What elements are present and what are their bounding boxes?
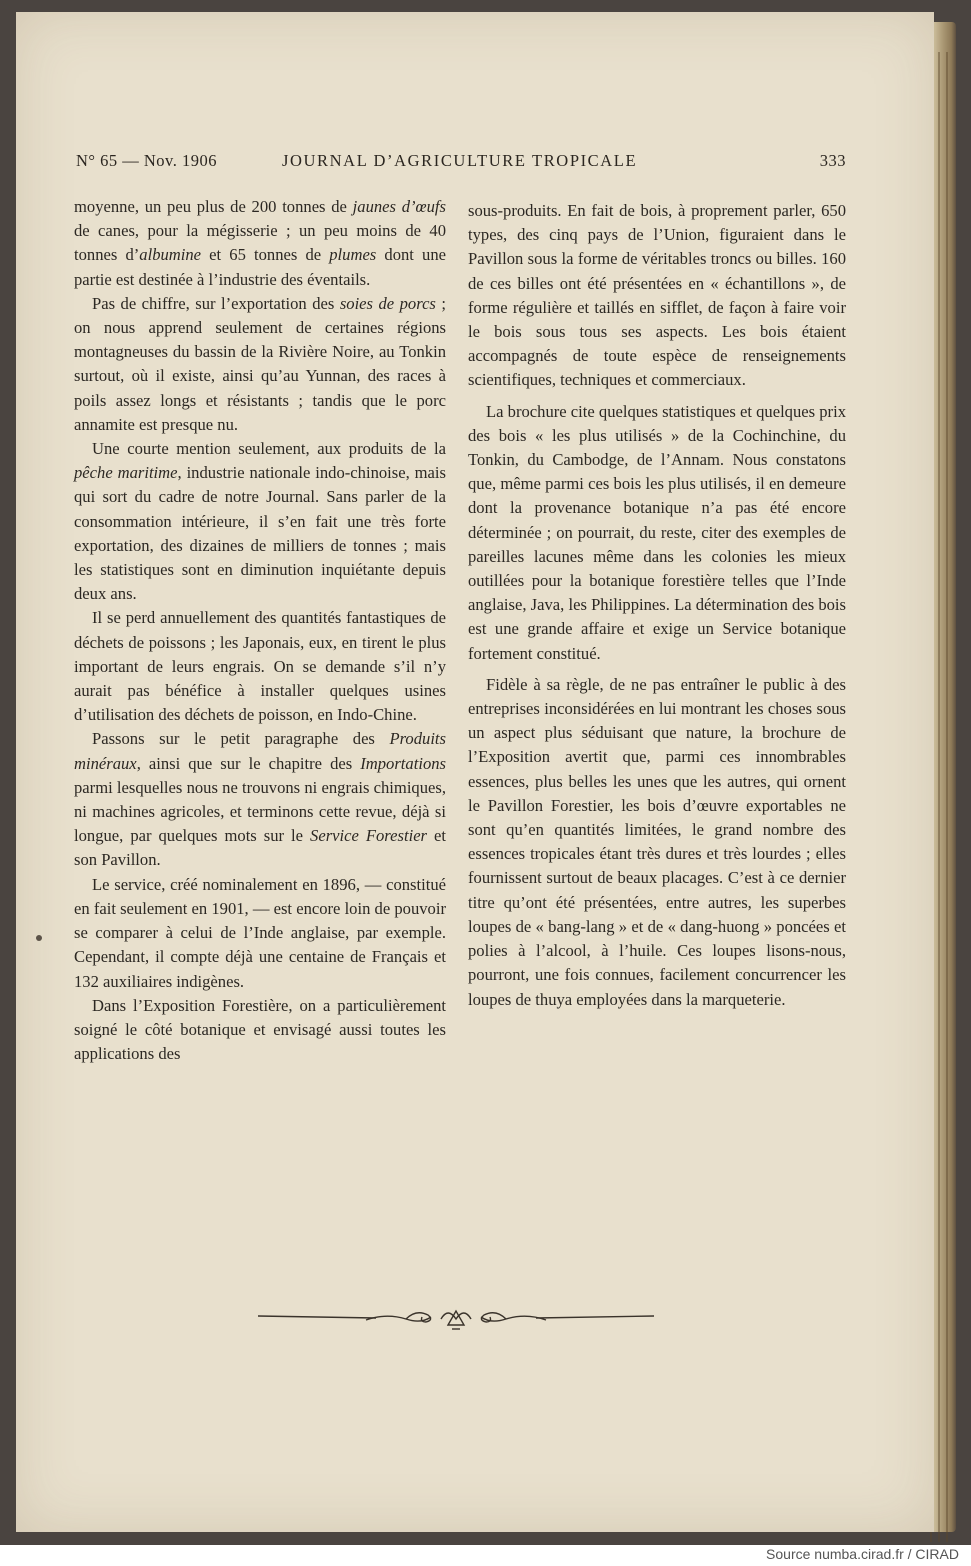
paragraph — [74, 292, 446, 437]
italic-term: Produits minéraux — [74, 729, 446, 773]
italic-term: Service Forestier — [310, 826, 428, 846]
paragraph — [74, 195, 446, 292]
left-text-column — [74, 195, 446, 1066]
paragraph — [468, 400, 846, 666]
page-number: 333 — [819, 151, 846, 170]
ornamental-divider-icon — [256, 1303, 656, 1333]
italic-term: plumes — [329, 245, 377, 265]
paragraph — [74, 437, 446, 606]
text-run: sous-produits. En fait de bois, à proprement parler, 650 types, des cinq pays de l’Union, figuraient dans le Pavillon sous la forme de véritables troncs ou billes. 160 de ces billes ont été présentées en « échantillons », de forme régulière et taillés en sifflet, de façon à faire voir le bois sous tous ses aspects. Les bois étaient accompagnés de toute espèce de renseignements scientifiques, techniques et commerciaux. — [468, 201, 846, 390]
text-run: La brochure cite quelques statistiques et quelques prix des bois « les plus utilisés » de la Cochinchine, du Tonkin, du Cambodge, de l’Annam. Nous constatons que, même parmi ces bois les plus utilisés, il en demeure dont la provenance botanique n’a pas été encore déterminée ; on pourrait, du reste, citer des exemples de pareilles lacunes même dans les colonies les mieux outillées pour la botanique forestière telles que l’Inde anglaise, Java, les Philippines. La détermination des bois est une grande affaire et exige un Service botanique fortement constitué. — [468, 401, 846, 663]
text-run: Pas de chiffre, sur l’exportation des — [92, 293, 340, 313]
paragraph — [74, 727, 446, 872]
text-run: , ainsi que sur le chapitre des — [136, 753, 361, 773]
page-edge-line — [938, 52, 940, 1542]
paragraph — [468, 199, 846, 393]
text-run: dont une partie est destinée à l’industrie des éventails. — [74, 245, 446, 289]
source-credit: Source numba.cirad.fr / CIRAD — [766, 1546, 959, 1562]
text-run: , industrie nationale indo-chinoise, mais qui sort du cadre de notre Journal. Sans parler de la consommation intérieure, il s’en fait une très forte exportation, des dizaines de milliers de tonnes ; mais les statistiques sont en diminution inquiétante depuis deux ans. — [74, 463, 446, 604]
text-run: Il se perd annuellement des quantités fantastiques de déchets de poissons ; les Japonais, eux, en tirent le plus important de leurs engrais. On se demande s’il n’y aurait pas bénéfice à installer quelques usines d’utilisation des déchets de poisson, en Indo-Chine. — [74, 608, 446, 725]
paragraph — [468, 673, 846, 1012]
italic-term: soies de porcs — [339, 293, 436, 313]
text-run: et 65 tonnes de — [201, 245, 330, 265]
text-run: Une courte mention seulement, aux produits de la — [92, 439, 446, 459]
italic-term: Importations — [360, 753, 446, 773]
italic-term: pêche maritime — [74, 463, 178, 483]
running-header — [76, 151, 846, 175]
text-run: et son Pavillon. — [74, 826, 447, 870]
issue-date: N° 65 — Nov. 1906 — [76, 151, 217, 170]
italic-term: albumine — [139, 245, 202, 265]
text-run: Passons sur le petit paragraphe des — [92, 729, 390, 749]
journal-title: JOURNAL D’AGRICULTURE TROPICALE — [282, 151, 638, 170]
right-text-column — [468, 199, 846, 1012]
text-run: Fidèle à sa règle, de ne pas entraîner le public à des entreprises inconsidérées en lui montrant les choses sous un aspect plus séduisant que nature, la brochure de l’Exposition avertit que, parmi ces innombrables essences, plus belles les unes que les autres, qui ornent le Pavillon Forestier, les bois d’œuvre exportables ne sont qu’en quantités limitées, le grand nombre des essences tropicales étant très dures et très lourdes ; elles fournissent surtout de beaux placages. C’est à ce dernier titre qu’ont été présentées, entre autres, les superbes loupes de « bang-lang » et de « dang-huong » poncées et polies à l’alcool, à l’huile. Ces loupes lisons-nous, pourront, une fois connues, facilement concurrencer les loupes de thuya employées dans la marqueterie. — [468, 674, 846, 1009]
paragraph — [74, 606, 446, 727]
paragraph — [74, 994, 446, 1067]
page-edge-line — [946, 52, 948, 1542]
text-run: parmi lesquelles nous ne trouvons ni engrais chimiques, ni machines agricoles, et terminons cette revue, déjà si longue, par quelques mots sur le — [74, 777, 446, 846]
text-run: de canes, pour la mégisserie ; un peu moins de 40 tonnes d’ — [74, 221, 446, 265]
text-run: moyenne, un peu plus de 200 tonnes de — [74, 197, 353, 216]
italic-term: jaunes d’œufs — [352, 197, 446, 216]
text-run: ; on nous apprend seulement de certaines régions montagneuses du bassin de la Rivière Noire, au Tonkin surtout, où il existe, ainsi qu’au Yunnan, des races à poils assez longs et résistants ; tandis que le porc annamite est presque nu. — [74, 293, 447, 434]
ink-speck — [36, 935, 42, 941]
paragraph — [74, 873, 446, 994]
text-run: Dans l’Exposition Forestière, on a particulièrement soigné le côté botanique et envisagé aussi toutes les applications des — [74, 995, 446, 1064]
text-run: Le service, créé nominalement en 1896, — constitué en fait seulement en 1901, — est encore loin de pouvoir se comparer à celui de l’Inde anglaise, par exemple. Cependant, il compte déjà une centaine de Français et 132 auxiliaires indigènes. — [74, 874, 446, 991]
